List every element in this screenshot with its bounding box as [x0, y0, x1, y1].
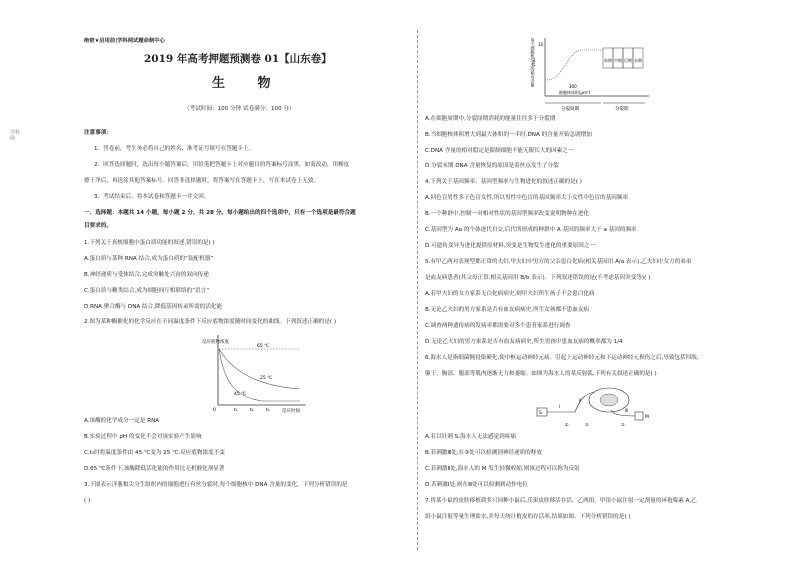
- option-text: B.一个种群中,控制一对相对性状的基因型频率改变说明物种在进化: [425, 211, 590, 217]
- label-S: S: [539, 411, 542, 416]
- question-1: 1.下列关于真核细胞中蛋白质功能的叙述,错误的是( ): [84, 240, 215, 246]
- label-III: Ⅲ: [625, 408, 628, 413]
- x-axis-label: 反应时间: [282, 409, 300, 414]
- question-7: 7.将某小鼠的皮肤移植到多只同种小鼠后,乐果皮肤移活存活、乙两组。甲组小鼠注射一定剂量的环孢霉素 A,乙: [425, 498, 697, 504]
- dna-x-value: 300: [569, 84, 577, 89]
- option-text: B.若刺激Ⅲ处,在③处可以检测到神经递质的释放: [425, 450, 542, 456]
- gray-matter: [600, 394, 618, 406]
- option-text: C.若刺激Ⅱ处,海水人的 M 发生轻微收缩,则该过程可以称为反射: [425, 466, 580, 472]
- notice-item: 擦干净后，再选涂其他答案标号。回答非选择题时，将答案写在答题卡上，写在本试卷上无效。: [84, 178, 319, 184]
- origin-label: 0: [213, 408, 216, 413]
- option-text: A.回色盲男性多于色盲女性,所以男性中色盲的基因频率大于女性中色盲的基因频率: [425, 195, 629, 201]
- option-text: C.t₂时将温度条件由 45 ℃变为 25 ℃,反应底物浓度不变: [84, 450, 225, 456]
- exam-title: 2019 年高考押题预测卷 01【山东卷】: [144, 53, 332, 65]
- curve-25: [219, 349, 300, 389]
- phase-label: 末期: [634, 58, 642, 63]
- section-heading: 一、选择题：本题共 14 小题，每小题 2 分，共 28 分。每小题给出的四个选项中，只有一个选项是最符合题: [84, 210, 356, 216]
- stage-mitosis: 分裂期: [615, 107, 629, 112]
- tick-t2: t₂: [250, 408, 254, 413]
- question-6: 6.海水人是指细菌缠侵染硬化,使中枢运动神经元病、引起上运动神经元和下运动神经元损伤之后,导致包括四肢、: [425, 355, 703, 361]
- phase-label: 后期: [624, 58, 632, 63]
- option-text: A.蛋白质与某种 RNA 结合,成为蛋白质的“装配机器”: [84, 256, 214, 262]
- reflex-arc-figure: [535, 382, 655, 432]
- stage-interphase: 分裂间期: [561, 107, 579, 112]
- option-text: A.若以针刺 S,海水人无法感觉到疼痛: [425, 434, 516, 440]
- option-text: A.该酶的化学成分一定是 RNA: [84, 418, 160, 424]
- column-divider: [417, 30, 418, 550]
- question-6-cont: 躯干、胸部、腹部等肌肉逐渐无力和萎缩。如图为海水人的某反射弧,下列有关叙述正确的是( ): [425, 371, 657, 377]
- exam-time: （考试时间：100 分钟 试卷满分：100 分）: [184, 106, 295, 112]
- label-1: ①: [565, 422, 569, 427]
- label-I: Ⅰ: [559, 404, 561, 409]
- secret-header: 绝密★启用前|学科网试题命制中心: [84, 38, 165, 44]
- option-text: B.无论乙夫妇的男方家系是否有血友病病史,所生女孩都不患血友病: [425, 307, 590, 313]
- option-text: B.神经递质与受体结合,完成突触处兴奋的双向传递: [84, 272, 209, 278]
- option-text: D.65 ℃条件下,该酶降低活化能的作用比无机催化剂显著: [84, 466, 225, 472]
- subject-title: 生 物: [212, 76, 285, 91]
- efferent-nerve: [611, 410, 635, 416]
- notice-item: 2．回答选择题时，选出每小题答案后，用铅笔把答题卡上对应题目的答案标号涂黑。如需改动，用橡皮: [94, 162, 350, 168]
- dna-y-label: 每个细胞核DNA的相对含量: [530, 38, 536, 87]
- option-text: C.调查两种遗传病的发病率都需要对多个患者家系进行调查: [425, 323, 571, 329]
- option-text: C.基因型为 Aa 的个体逐代自交,后代所形成的种群中 A 基因的频率大于 a 基因的频率: [425, 227, 637, 233]
- question-5-cont: 是血友病患者(其父母正常,相关基因用 B/b 表示)。下列叙述错误的是(不考虑基因突变等)( ): [425, 275, 651, 281]
- binding-margin-text: 学科网: [10, 130, 21, 142]
- option-text: D.无论乙夫妇的男方家系是否有血友病病史,所生男孩中患血友病的概率都为 1/4: [425, 339, 623, 345]
- phase-label: 中期: [614, 58, 622, 63]
- question-3-cont: ( ): [84, 498, 91, 504]
- notice-item: 3．考试结束后，将本试卷和答题卡一并交回。: [94, 194, 210, 200]
- question-2: 2.图为某种酶催化的化学反应在不同温度条件下反应底物浓度随时间变化的曲线。下列叙述正确的是( ): [84, 319, 337, 325]
- option-text: B.实验过程中 pH 的变化不会对该实验产生影响: [84, 434, 202, 440]
- label-2: ②: [585, 422, 589, 427]
- curve-45: [219, 349, 300, 401]
- option-text: C.蛋白质与糖类结合,成为细胞间互相联络的“语言”: [84, 288, 210, 294]
- dna-y-tick: 10: [538, 42, 544, 47]
- option-text: D.若刺激Ⅰ处,则在Ⅲ处可以检测到动作电位: [425, 482, 528, 488]
- option-text: D.RNA 聚合酶与 DNA 结合,降低基因转录所需的活化能: [84, 304, 223, 310]
- effector-box: [635, 412, 643, 420]
- option-text: B.当细胞核体积增大到最大体积的一半时,DNA 的含量开始急剧增加: [425, 132, 592, 138]
- option-text: D.分裂末期 DNA 含量恢复的原因是着丝点发生了分裂: [425, 163, 559, 169]
- tick-t3: t₃: [266, 408, 270, 413]
- question-5: 5.有甲乙两对表现型都正常的夫妇,甲夫妇中男方的父亲患白化病(相关基因用 A/a 表示),乙夫妇中女方的弟弟: [425, 259, 692, 265]
- section-heading-cont: 目要求的。: [84, 223, 112, 229]
- option-text: D.可遗传变异为进化提供原材料,突变是生物发生进化的重要原因之一: [425, 243, 596, 249]
- label-3: ③: [621, 422, 625, 427]
- dna-x-label: 细胞核体积(μm³): [559, 90, 591, 95]
- question-4: 4.下列关于基因频率、基因型频率与生物进化的叙述正确的是( ): [425, 179, 582, 185]
- dna-content-figure: [530, 34, 653, 112]
- phase-label: 前期: [604, 58, 612, 63]
- question-7-cont: 组小鼠注射等量生理盐水,并每天统计植皮的存活率,结果如图。下列分析错误的是( ): [425, 514, 631, 520]
- afferent-nerve: [547, 392, 595, 412]
- question-3: 3.下图表示洋葱根尖分生组织内的细胞进行有丝分裂时,每个细胞核中 DNA 含量的变化。下列分析错误的是: [84, 482, 348, 488]
- option-text: C.DNA 含量的相对稳定是限制细胞不能无限长大的因素之一: [425, 148, 574, 154]
- enzyme-substrate-figure: [202, 331, 314, 413]
- label-25: 25 ℃: [260, 376, 273, 381]
- notice-title: 注意事项：: [84, 130, 112, 136]
- label-M: M: [645, 415, 649, 420]
- tick-t1: t₁: [234, 408, 238, 413]
- y-axis-label: 反应底物浓度: [202, 340, 229, 345]
- label-II: Ⅱ: [579, 398, 581, 403]
- label-45: 45 ℃: [234, 392, 247, 397]
- label-65: 65 ℃: [257, 344, 270, 349]
- notice-item: 1．答卷前，考生务必将自己的姓名、准考证号填写在答题卡上。: [94, 146, 255, 152]
- option-text: A.若甲夫妇的女方家系无白化病病史,则甲夫妇所生孩子不会患白化病: [425, 291, 595, 297]
- dna-curve: [547, 50, 603, 80]
- option-text: A.在细胞周期中,分裂间期消耗的能量往往多于分裂期: [425, 116, 556, 122]
